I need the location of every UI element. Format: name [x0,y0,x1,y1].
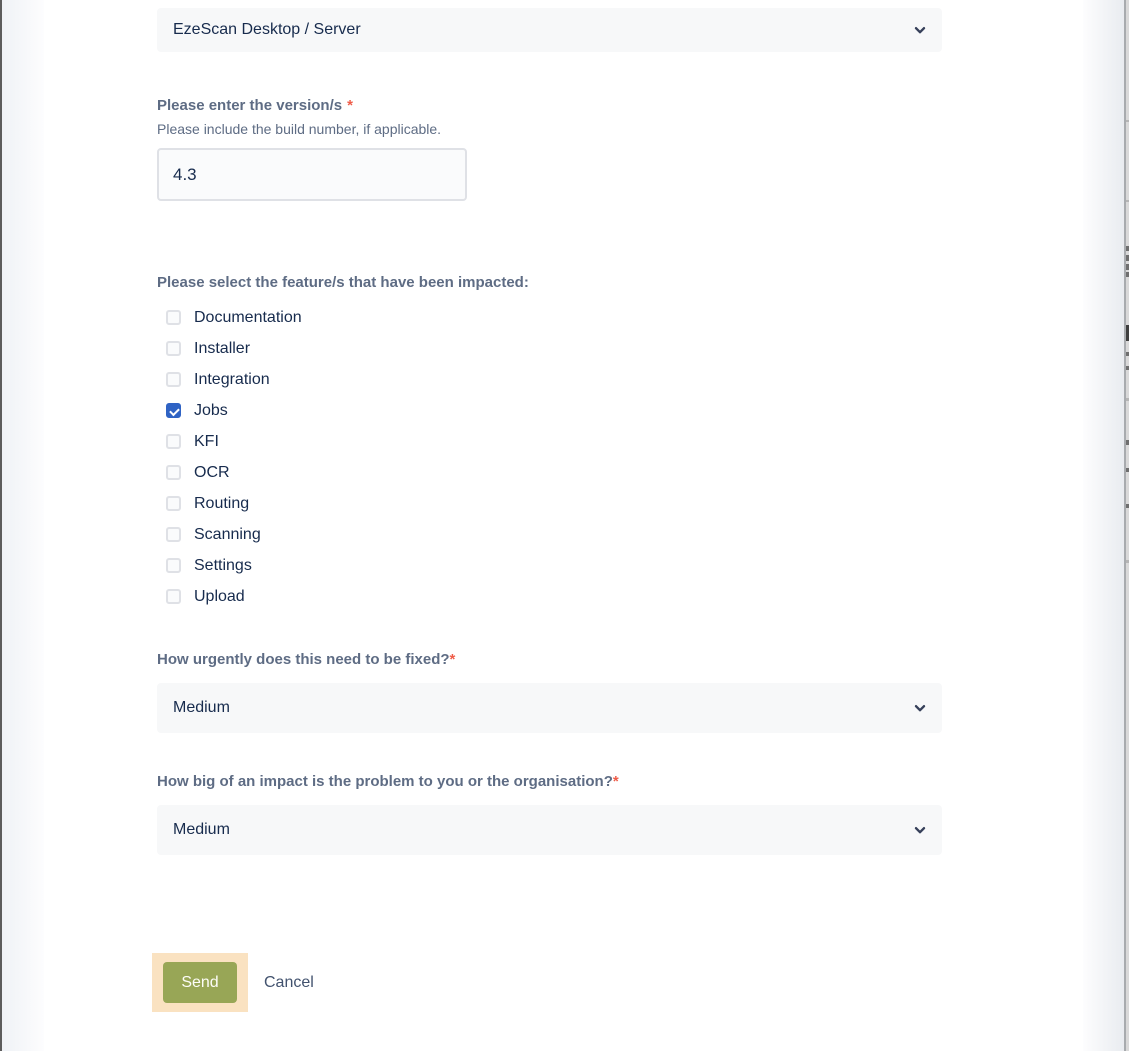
feature-checkbox-list [166,302,302,612]
request-form [157,0,942,1051]
feature-checkbox-row[interactable] [166,333,302,364]
feature-checkbox-row[interactable] [166,581,302,612]
feature-checkbox-label: Upload [194,587,245,605]
feature-checkbox[interactable] [166,589,181,604]
feature-checkbox[interactable] [166,434,181,449]
cancel-link[interactable]: Cancel [264,973,314,991]
feature-checkbox-label: Routing [194,494,250,512]
feature-checkbox-label: Settings [194,556,252,574]
feature-checkbox-row[interactable] [166,488,302,519]
chevron-down-icon [912,700,928,716]
version-help-text: Please include the build number, if applicable. [157,121,442,137]
version-label: Please enter the version/s * [157,97,353,114]
required-asterisk: * [612,773,619,790]
feature-checkbox[interactable] [166,310,181,325]
chevron-down-icon [912,22,928,38]
chevron-down-icon [912,822,928,838]
feature-checkbox-label: Jobs [194,401,228,419]
feature-checkbox[interactable] [166,372,181,387]
page-background-left [2,0,44,1051]
form-actions [152,953,314,1012]
feature-checkbox[interactable] [166,465,181,480]
feature-checkbox-row[interactable] [166,519,302,550]
impact-select[interactable] [157,805,942,855]
feature-checkbox[interactable] [166,496,181,511]
features-label: Please select the feature/s that have been impacted: [157,274,529,291]
feature-checkbox-label: Documentation [194,308,302,326]
feature-checkbox-label: OCR [194,463,230,481]
product-select-value: EzeScan Desktop / Server [173,21,361,38]
impact-select-value: Medium [173,821,230,838]
required-asterisk: * [347,97,353,114]
urgency-select[interactable] [157,683,942,733]
urgency-label: How urgently does this need to be fixed?* [157,651,456,668]
feature-checkbox[interactable] [166,527,181,542]
feature-checkbox[interactable] [166,341,181,356]
send-button[interactable]: Send [163,962,237,1003]
feature-checkbox-row[interactable] [166,550,302,581]
feature-checkbox[interactable] [166,403,181,418]
feature-checkbox-label: Scanning [194,525,261,543]
feature-checkbox-label: Integration [194,370,270,388]
product-select[interactable] [157,8,942,52]
feature-checkbox-label: Installer [194,339,251,357]
feature-checkbox-row[interactable] [166,364,302,395]
required-asterisk: * [449,651,456,668]
feature-checkbox-label: KFI [194,432,219,450]
feature-checkbox-row[interactable] [166,457,302,488]
impact-label: How big of an impact is the problem to you or the organisation?* [157,773,619,790]
send-button-highlight [152,953,248,1012]
page-background-right [1083,0,1124,1051]
version-input[interactable] [157,148,467,201]
feature-checkbox-row[interactable] [166,426,302,457]
feature-checkbox[interactable] [166,558,181,573]
feature-checkbox-row[interactable] [166,395,302,426]
feature-checkbox-row[interactable] [166,302,302,333]
urgency-select-value: Medium [173,699,230,716]
